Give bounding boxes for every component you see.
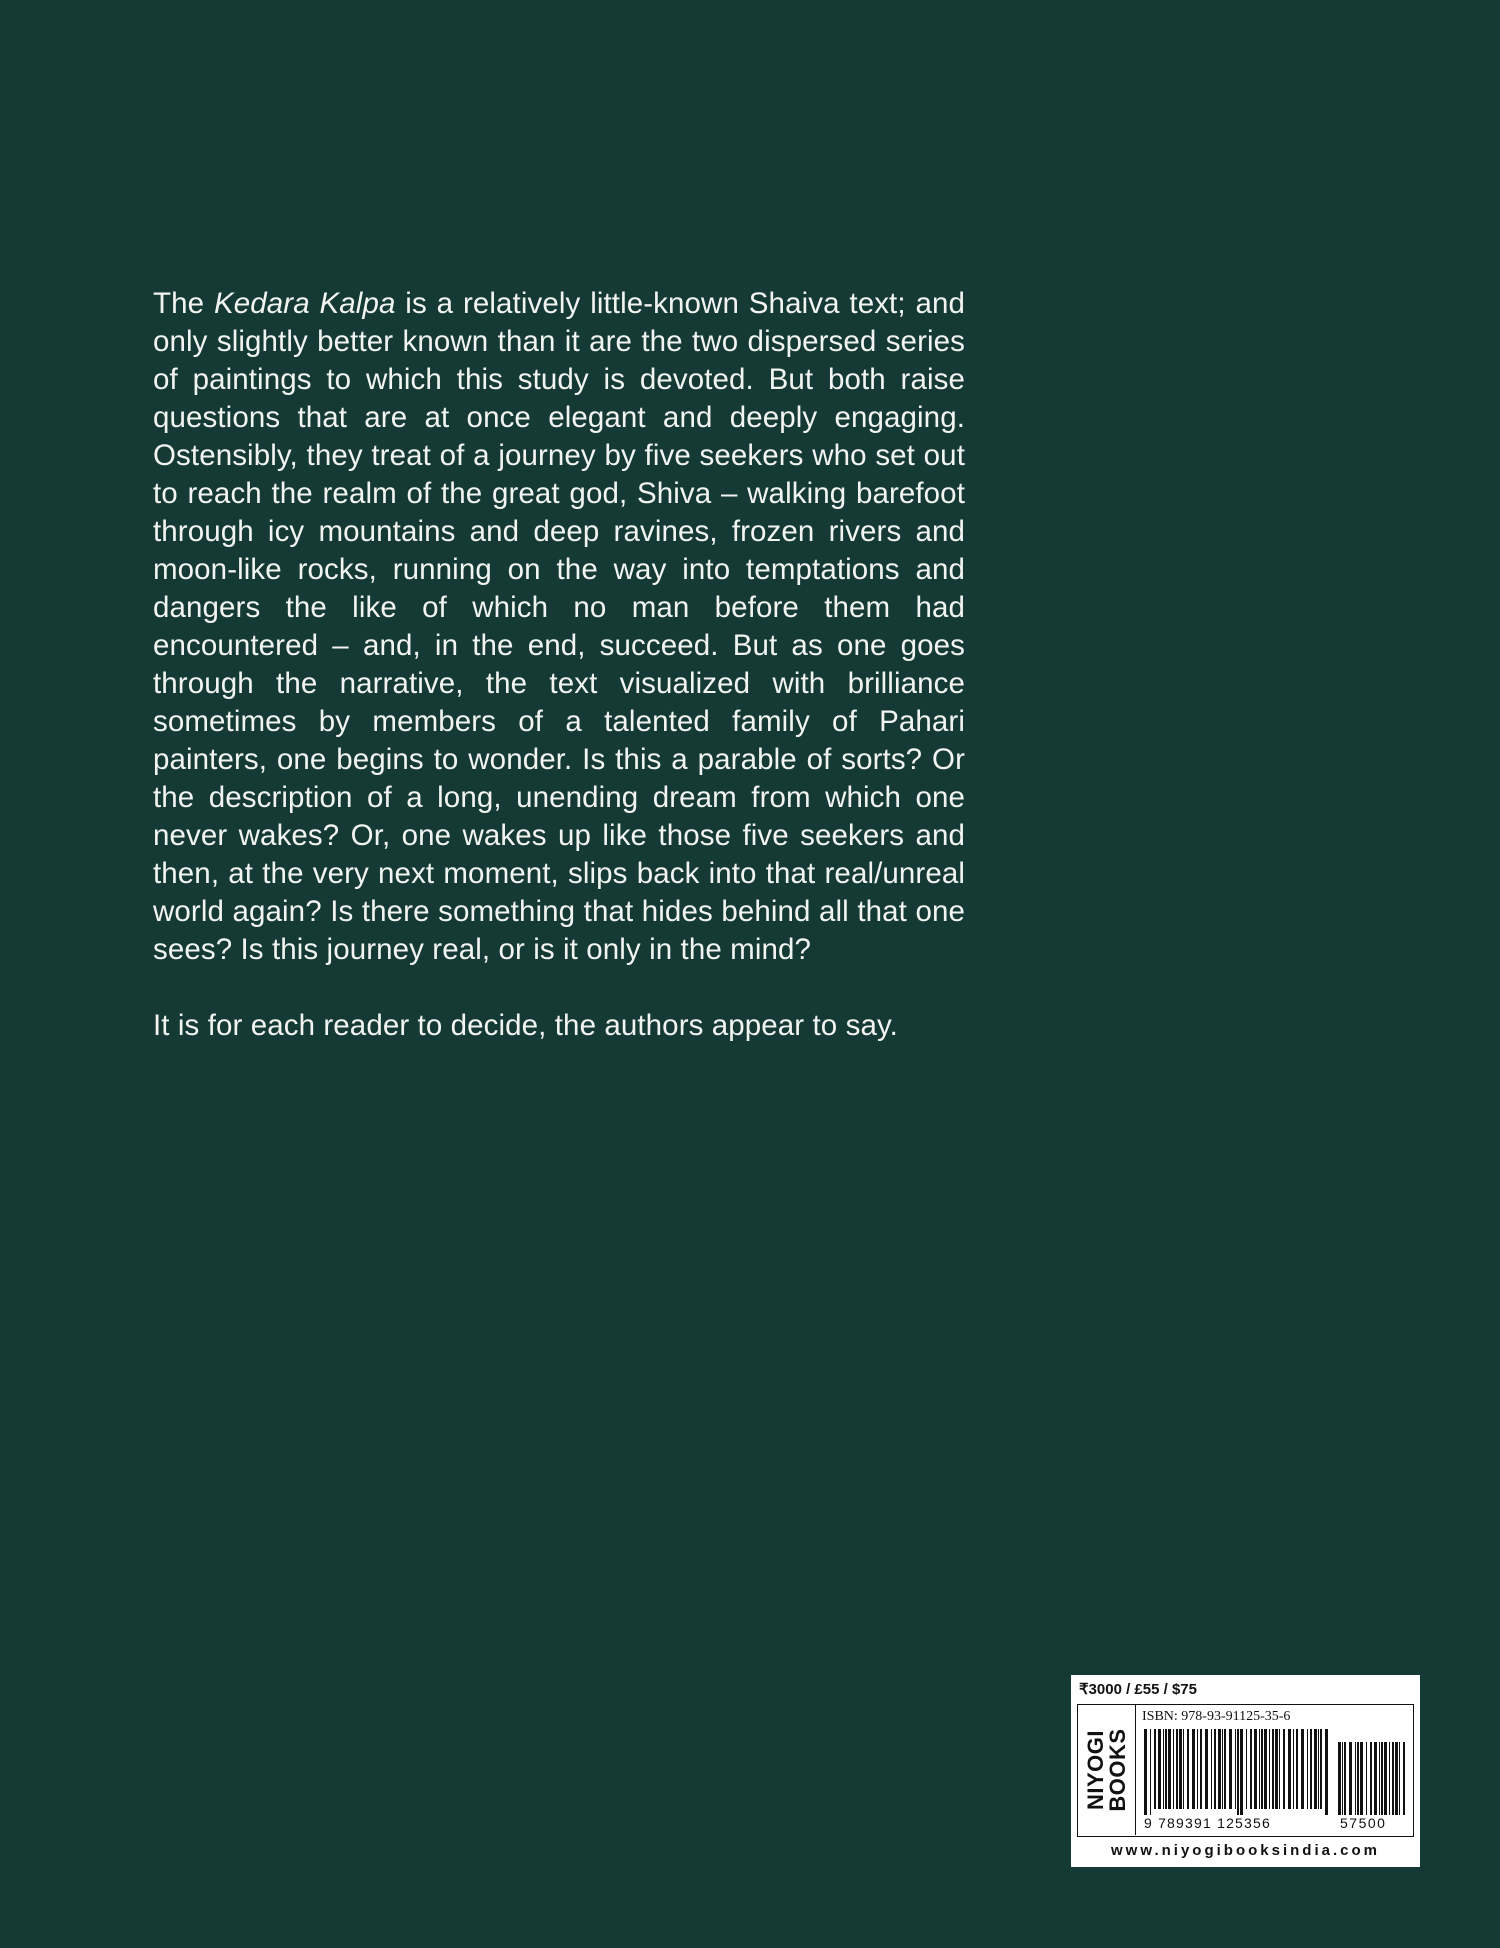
barcode-bar	[1320, 1729, 1322, 1809]
barcode-bar	[1360, 1742, 1363, 1815]
barcode-bar	[1395, 1742, 1398, 1815]
barcode-bar	[1259, 1729, 1260, 1809]
barcode-digits: 9 789391 125356	[1144, 1815, 1271, 1831]
barcode-bar	[1399, 1742, 1400, 1815]
barcode-bar	[1374, 1742, 1377, 1815]
barcode-bar	[1229, 1729, 1232, 1809]
barcode-bar	[1240, 1729, 1243, 1815]
publisher-logo	[1078, 1705, 1136, 1835]
back-cover-blurb	[153, 285, 965, 1045]
barcode-bar	[1264, 1729, 1267, 1809]
publisher-website: www.niyogibooksindia.com	[1111, 1842, 1380, 1859]
isbn-box	[1077, 1704, 1414, 1837]
barcode-bar	[1288, 1729, 1291, 1809]
barcode-bar	[1192, 1729, 1195, 1809]
barcode-bar	[1176, 1729, 1178, 1809]
barcode-bar	[1168, 1729, 1171, 1809]
barcode-bar	[1349, 1742, 1352, 1815]
barcode-bar	[1235, 1729, 1236, 1809]
barcode-bar	[1279, 1729, 1280, 1809]
barcode-bar	[1275, 1729, 1278, 1809]
barcode-bar	[1254, 1729, 1257, 1809]
barcode-bar	[1214, 1729, 1216, 1809]
barcode-bar	[1261, 1729, 1263, 1809]
price-addon-barcode	[1338, 1742, 1408, 1815]
barcode-bar	[1179, 1729, 1182, 1809]
barcode-bar	[1246, 1729, 1247, 1809]
barcode-bar	[1325, 1729, 1328, 1815]
barcode-bar	[1272, 1729, 1274, 1809]
book-title-italic: Kedara Kalpa	[213, 287, 396, 320]
barcode-bar	[1307, 1729, 1308, 1809]
publisher-line-1: NIYOGI	[1082, 1730, 1108, 1811]
barcode-bar	[1392, 1742, 1394, 1815]
blurb-intro-before: The	[153, 287, 214, 320]
barcode-bar	[1237, 1729, 1239, 1815]
barcode-bar	[1389, 1742, 1390, 1815]
barcode-bar	[1366, 1742, 1367, 1815]
barcode-bar	[1355, 1742, 1356, 1815]
publisher-line-2: BOOKS	[1104, 1728, 1130, 1812]
barcode-bar	[1224, 1729, 1226, 1809]
barcode-bar	[1154, 1729, 1156, 1809]
barcode-bar	[1384, 1742, 1387, 1815]
blurb-paragraph	[153, 285, 965, 969]
barcode-bar	[1150, 1729, 1151, 1815]
barcode-bar	[1403, 1742, 1405, 1815]
barcode-bar	[1173, 1729, 1174, 1809]
barcode-bar	[1250, 1729, 1252, 1809]
barcode-bar	[1269, 1729, 1270, 1809]
barcode-bar	[1200, 1729, 1202, 1809]
barcode-bar	[1144, 1729, 1147, 1815]
barcode-bar	[1338, 1742, 1341, 1815]
barcode-bar	[1165, 1729, 1167, 1809]
blurb-closing: It is for each reader to decide, the authors appear to say.	[153, 1009, 898, 1042]
barcode-bar	[1211, 1729, 1212, 1809]
barcode-bar	[1342, 1742, 1343, 1815]
isbn-barcode	[1144, 1729, 1332, 1815]
barcode-bar	[1379, 1742, 1380, 1815]
barcode-bar	[1183, 1729, 1184, 1809]
publisher-name	[1082, 1708, 1130, 1832]
barcode-bar	[1314, 1729, 1317, 1809]
barcode-bar	[1344, 1742, 1346, 1815]
barcode-bar	[1283, 1729, 1285, 1809]
barcode-bar	[1197, 1729, 1198, 1809]
barcode-bar	[1370, 1742, 1372, 1815]
blurb-body: is a relatively little-known Shaiva text; and only slightly better known than it are the two dispersed series of paintings to which this study is devoted. But both raise questions that are at once elegant and deeply engaging. Ostensibly, they treat of a journey by five seekers who set out to reach the realm of the great god, Shiva – walking barefoot through icy mountains and deep ravines, frozen rivers and moon-like rocks, running on the way into temptations and dangers the like of which no man before them had encountered – and, in the end, succeed. But as one goes through the narrative, the text visualized with brilliance sometimes by members of a talented family of Pahari painters, one begins to wonder. Is this a parable of sorts? Or the description of a long, unending dream from which one never wakes? Or, one wakes up like those five seekers and then, at the very next moment, slips back into that real/unreal world again? Is there something that hides behind all that one sees? Is this journey real, or is it only in the mind?	[153, 287, 965, 966]
barcode-bar	[1205, 1729, 1208, 1809]
isbn-text: ISBN: 978-93-91125-35-6	[1142, 1709, 1291, 1724]
barcode-bar	[1222, 1729, 1223, 1809]
barcode-bar	[1163, 1729, 1164, 1809]
barcode-bar	[1218, 1729, 1221, 1809]
addon-digits: 57500	[1340, 1815, 1387, 1831]
barcode-bar	[1187, 1729, 1189, 1809]
barcode-bar	[1301, 1729, 1304, 1809]
barcode-bar	[1310, 1729, 1312, 1809]
barcode-bar	[1296, 1729, 1298, 1809]
barcode-label	[1071, 1675, 1420, 1867]
barcode-bar	[1381, 1742, 1383, 1815]
barcode-bar	[1357, 1742, 1359, 1815]
barcode-bar	[1318, 1729, 1319, 1809]
barcode-bar	[1293, 1729, 1294, 1809]
barcode-bar	[1158, 1729, 1161, 1809]
price-text: ₹3000 / £55 / $75	[1079, 1681, 1197, 1698]
